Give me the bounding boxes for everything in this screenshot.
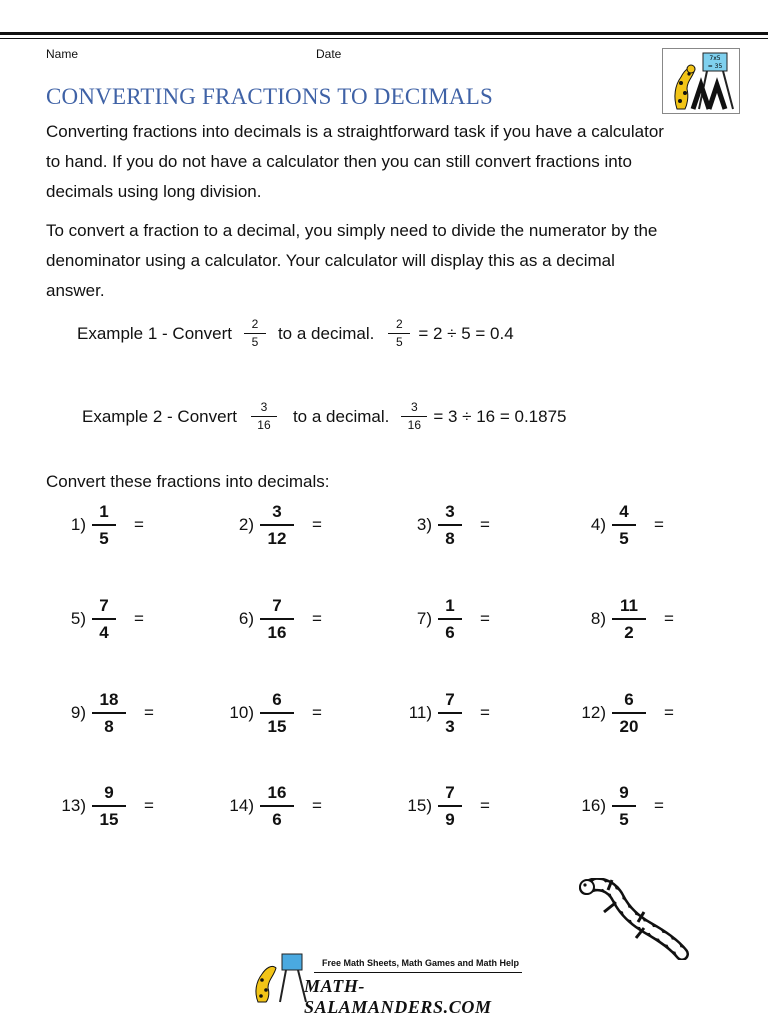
example-fraction	[388, 318, 410, 349]
fraction-bar	[612, 712, 646, 714]
denominator: 6	[445, 622, 455, 642]
numerator: 7	[272, 596, 282, 615]
equals-sign: =	[134, 608, 144, 628]
problem-number: 1)	[70, 514, 86, 534]
footer-tagline: Free Math Sheets, Math Games and Math Help	[322, 958, 520, 968]
denominator: 16	[407, 418, 422, 432]
problem-number: 4)	[590, 514, 606, 534]
equals-sign: =	[480, 702, 490, 722]
numerator: 18	[99, 690, 119, 709]
fraction-bar	[388, 333, 410, 334]
problem-fraction	[260, 596, 294, 642]
problem-fraction	[438, 596, 462, 642]
fraction-bar	[260, 805, 294, 807]
problem-12	[566, 690, 674, 736]
name-label: Name	[46, 47, 79, 61]
fraction-bar	[612, 805, 636, 807]
problem-fraction	[612, 596, 646, 642]
problem-fraction	[612, 690, 646, 736]
date-label: Date	[316, 47, 342, 61]
numerator: 1	[99, 502, 109, 521]
problem-number: 6)	[238, 608, 254, 628]
fraction-bar	[401, 416, 427, 417]
problem-fraction	[438, 502, 462, 548]
problem-number: 14)	[229, 795, 254, 815]
top-rule-thin	[0, 38, 768, 39]
problem-fraction	[92, 502, 116, 548]
fraction-bar	[438, 524, 462, 526]
intro-paragraph-2	[46, 216, 746, 306]
equals-sign: =	[144, 795, 154, 815]
problem-11	[392, 690, 490, 736]
fraction-bar	[92, 524, 116, 526]
svg-text:7x5: 7x5	[709, 55, 721, 62]
fraction-bar	[92, 618, 116, 620]
problem-fraction	[92, 783, 126, 829]
problem-14	[214, 783, 322, 829]
fraction-bar	[92, 805, 126, 807]
problem-fraction	[438, 690, 462, 736]
problem-fraction	[92, 596, 116, 642]
denominator: 2	[624, 622, 634, 642]
problem-fraction	[92, 690, 126, 736]
problem-number: 5)	[70, 608, 86, 628]
fraction-bar	[260, 712, 294, 714]
fraction-bar	[92, 712, 126, 714]
example-label: Example 2 - Convert	[82, 406, 237, 426]
numerator: 16	[267, 783, 287, 802]
equals-sign: =	[664, 608, 674, 628]
instructions: Convert these fractions into decimals:	[46, 472, 330, 491]
footer-wordmark: MATH-SALAMANDERS.COM	[304, 976, 492, 1017]
problem-9	[46, 690, 154, 736]
fraction-bar	[612, 618, 646, 620]
problem-number: 7)	[416, 608, 432, 628]
example-label: Example 1 - Convert	[77, 323, 232, 343]
denominator: 16	[257, 418, 271, 432]
equals-sign: =	[664, 702, 674, 722]
numerator: 3	[260, 400, 268, 414]
example-2	[82, 401, 567, 432]
problem-number: 12)	[581, 702, 606, 722]
denominator: 15	[267, 716, 287, 736]
numerator: 11	[620, 596, 638, 615]
footer-salamander-teacher-icon	[250, 952, 312, 1004]
example-fraction	[244, 318, 266, 349]
problem-6	[214, 596, 322, 642]
example-result: = 2 ÷ 5 = 0.4	[418, 323, 514, 343]
numerator: 2	[251, 317, 259, 331]
problem-10	[214, 690, 322, 736]
numerator: 6	[624, 690, 634, 709]
fraction-bar	[438, 712, 462, 714]
svg-text:= 35: = 35	[707, 63, 723, 70]
intro-p2-line: To convert a fraction to a decimal, you simply need to divide the numerator by the	[46, 221, 658, 240]
problem-fraction	[260, 783, 294, 829]
fraction-bar	[438, 618, 462, 620]
fraction-bar	[612, 524, 636, 526]
fraction-bar	[260, 618, 294, 620]
problem-fraction	[438, 783, 462, 829]
salamander-illustration	[578, 878, 690, 960]
problem-16	[566, 783, 664, 829]
denominator: 5	[619, 528, 629, 548]
numerator: 3	[411, 400, 418, 414]
equals-sign: =	[480, 514, 490, 534]
problem-number: 11)	[408, 702, 432, 722]
equals-sign: =	[312, 702, 322, 722]
denominator: 3	[445, 716, 455, 736]
fraction-bar	[438, 805, 462, 807]
numerator: 3	[445, 502, 455, 521]
numerator: 9	[619, 783, 629, 802]
equals-sign: =	[312, 514, 322, 534]
problem-number: 10)	[229, 702, 254, 722]
numerator: 2	[396, 317, 403, 331]
numerator: 7	[445, 690, 455, 709]
salamander-teacher-logo	[662, 48, 740, 114]
denominator: 12	[267, 528, 287, 548]
problem-13	[46, 783, 154, 829]
example-1	[77, 318, 514, 349]
problem-number: 16)	[581, 795, 606, 815]
problem-number: 8)	[590, 608, 606, 628]
denominator: 9	[445, 809, 455, 829]
intro-p1-line: to hand. If you do not have a calculator then you can still convert fractions into	[46, 152, 632, 171]
salamander-icon	[578, 878, 690, 960]
footer-tagline-underline	[314, 972, 522, 973]
footer-logo	[250, 952, 550, 1017]
intro-p1-line: Converting fractions into decimals is a straightforward task if you have a calculator	[46, 122, 664, 141]
numerator: 4	[619, 502, 629, 521]
intro-p1-line: decimals using long division.	[46, 182, 262, 201]
equals-sign: =	[312, 795, 322, 815]
problem-fraction	[612, 502, 636, 548]
top-rule-thick	[0, 32, 768, 35]
fraction-bar	[251, 416, 277, 417]
equals-sign: =	[134, 514, 144, 534]
numerator: 9	[104, 783, 114, 802]
example-mid-text: to a decimal.	[277, 323, 375, 343]
problem-number: 3)	[416, 514, 432, 534]
problem-3	[392, 502, 490, 548]
equals-sign: =	[312, 608, 322, 628]
problem-fraction	[260, 502, 294, 548]
denominator: 5	[251, 335, 259, 349]
fraction-bar	[260, 524, 294, 526]
equals-sign: =	[480, 608, 490, 628]
equals-sign: =	[144, 702, 154, 722]
denominator: 5	[619, 809, 629, 829]
problem-number: 2)	[238, 514, 254, 534]
denominator: 16	[267, 622, 287, 642]
example-fraction	[401, 401, 427, 432]
denominator: 5	[99, 528, 109, 548]
denominator: 6	[272, 809, 282, 829]
problem-1	[46, 502, 144, 548]
problem-8	[566, 596, 674, 642]
example-mid-text: to a decimal.	[292, 406, 390, 426]
intro-p2-line: answer.	[46, 281, 105, 300]
problem-5	[46, 596, 144, 642]
denominator: 4	[99, 622, 109, 642]
denominator: 20	[619, 716, 639, 736]
example-result: = 3 ÷ 16 = 0.1875	[433, 406, 567, 426]
problem-fraction	[612, 783, 636, 829]
problem-2	[214, 502, 322, 548]
problem-fraction	[260, 690, 294, 736]
problem-15	[392, 783, 490, 829]
intro-p2-line: denominator using a calculator. Your calculator will display this as a decimal	[46, 251, 615, 270]
denominator: 5	[396, 335, 403, 349]
equals-sign: =	[654, 514, 664, 534]
numerator: 7	[445, 783, 455, 802]
numerator: 3	[272, 502, 282, 521]
problem-number: 9)	[70, 702, 86, 722]
denominator: 15	[99, 809, 119, 829]
denominator: 8	[104, 716, 114, 736]
example-fraction	[251, 401, 277, 432]
numerator: 7	[99, 596, 109, 615]
denominator: 8	[445, 528, 455, 548]
page-title: CONVERTING FRACTIONS TO DECIMALS	[46, 84, 493, 109]
problem-7	[392, 596, 490, 642]
salamander-teacher-icon	[663, 49, 739, 113]
intro-paragraph-1	[46, 117, 746, 207]
equals-sign: =	[654, 795, 664, 815]
fraction-bar	[244, 333, 266, 334]
numerator: 1	[445, 596, 455, 615]
problem-number: 13)	[61, 795, 86, 815]
numerator: 6	[272, 690, 282, 709]
equals-sign: =	[480, 795, 490, 815]
problem-number: 15)	[407, 795, 432, 815]
problem-4	[566, 502, 664, 548]
